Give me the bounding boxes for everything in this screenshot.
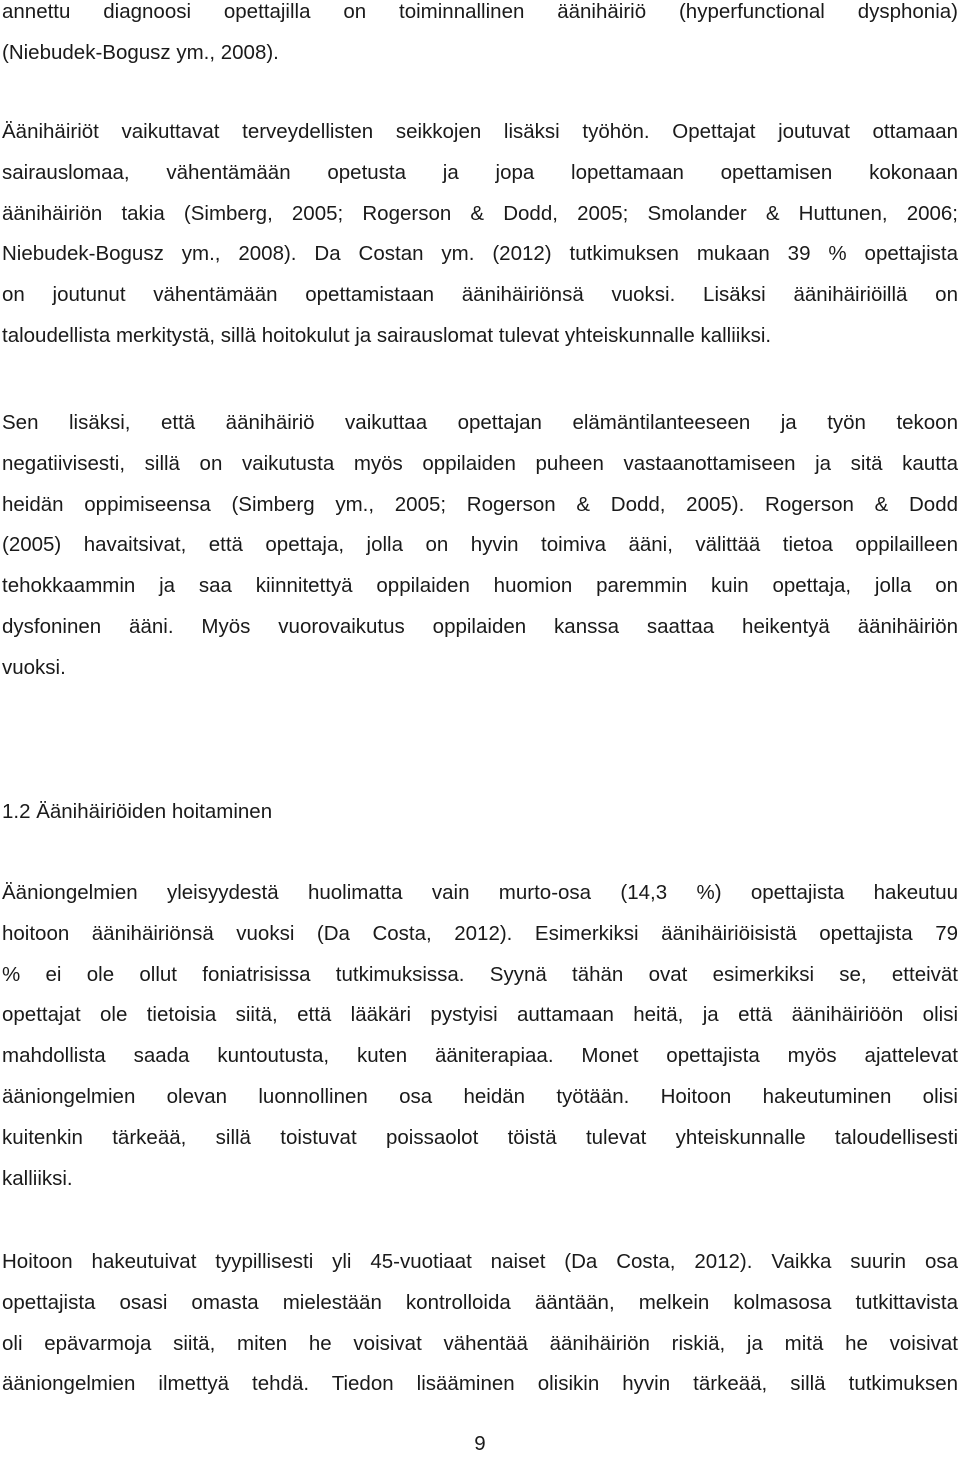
text-line: oli epävarmoja siitä, miten he voisivat vähentää äänihäiriön riskiä, ja mitä he voisivat xyxy=(2,1331,958,1355)
text-line: tehokkaammin ja saa kiinnitettyä oppilaiden huomion paremmin kuin opettaja, jolla on xyxy=(2,574,958,598)
paragraph-1 xyxy=(2,0,958,74)
text-line: % ei ole ollut foniatrisissa tutkimuksissa. Syynä tähän ovat esimerkiksi se, etteivät xyxy=(2,962,958,986)
text-line: opettajista osasi omasta mielestään kontrolloida ääntään, melkein kolmasosa tutkittavista xyxy=(2,1290,958,1314)
text-line: ääniongelmien olevan luonnollinen osa heidän työtään. Hoitoon hakeutuminen olisi xyxy=(2,1084,958,1108)
text-line: on joutunut vähentämään opettamistaan äänihäiriönsä vuoksi. Lisäksi äänihäiriöillä on xyxy=(2,283,958,307)
text-line: dysfoninen ääni. Myös vuorovaikutus oppilaiden kanssa saattaa heikentyä äänihäiriön xyxy=(2,614,958,638)
paragraph-4 xyxy=(2,873,958,1199)
text-line: kalliiksi. xyxy=(2,1166,73,1190)
text-line: äänihäiriön takia (Simberg, 2005; Rogerson & Dodd, 2005; Smolander & Huttunen, 2006; xyxy=(2,201,958,225)
text-line: opettajat ole tietoisia siitä, että lääkäri pystyisi auttamaan heitä, ja että äänihäiriöön olisi xyxy=(2,1003,958,1027)
page-number: 9 xyxy=(474,1432,486,1455)
text-line: Hoitoon hakeutuivat tyypillisesti yli 45-vuotiaat naiset (Da Costa, 2012). Vaikka suurin osa xyxy=(2,1250,958,1273)
text-line: negatiivisesti, sillä on vaikutusta myös oppilaiden puheen vastaanottamiseen ja sitä kautta xyxy=(2,451,958,475)
text-line: kuitenkin tärkeää, sillä toistuvat poissaolot töistä tulevat yhteiskunnalle taloudellisesti xyxy=(2,1125,958,1149)
text-line: Sen lisäksi, että äänihäiriö vaikuttaa opettajan elämäntilanteeseen ja työn tekoon xyxy=(2,411,958,434)
text-line: annettu diagnoosi opettajilla on toiminnallinen äänihäiriö (hyperfunctional dysphonia) xyxy=(2,0,958,23)
paragraph-5 xyxy=(2,1242,958,1405)
text-line: vuoksi. xyxy=(2,655,66,679)
paragraph-3 xyxy=(2,403,958,689)
text-line: Äänihäiriöt vaikuttavat terveydellisten seikkojen lisäksi työhön. Opettajat joutuvat ottamaan xyxy=(2,120,958,143)
text-line: ääniongelmien ilmettyä tehdä. Tiedon lisääminen olisikin hyvin tärkeää, sillä tutkimuksen xyxy=(2,1372,958,1396)
text-line: heidän oppimiseensa (Simberg ym., 2005; Rogerson & Dodd, 2005). Rogerson & Dodd xyxy=(2,492,958,516)
document-page xyxy=(2,0,958,1455)
section-heading: 1.2 Äänihäiriöiden hoitaminen xyxy=(2,800,273,823)
text-line: taloudellista merkitystä, sillä hoitokulut ja sairauslomat tulevat yhteiskunnalle kalliiksi. xyxy=(2,323,772,347)
text-line: mahdollista saada kuntoutusta, kuten ääniterapiaa. Monet opettajista myös ajattelevat xyxy=(2,1044,958,1068)
text-line: Niebudek-Bogusz ym., 2008). Da Costan ym. (2012) tutkimuksen mukaan 39 % opettajista xyxy=(2,242,958,266)
text-line: (2005) havaitsivat, että opettaja, jolla on hyvin toimiva ääni, välittää tietoa oppilailleen xyxy=(2,533,958,557)
text-line: (Niebudek-Bogusz ym., 2008). xyxy=(2,40,279,64)
text-line: hoitoon äänihäiriönsä vuoksi (Da Costa, 2012). Esimerkiksi äänihäiriöisistä opettajista 79 xyxy=(2,921,958,945)
paragraph-2 xyxy=(2,112,958,357)
text-line: sairauslomaa, vähentämään opetusta ja jopa lopettamaan opettamisen kokonaan xyxy=(2,160,958,184)
text-line: Ääniongelmien yleisyydestä huolimatta vain murto-osa (14,3 %) opettajista hakeutuu xyxy=(2,881,958,904)
